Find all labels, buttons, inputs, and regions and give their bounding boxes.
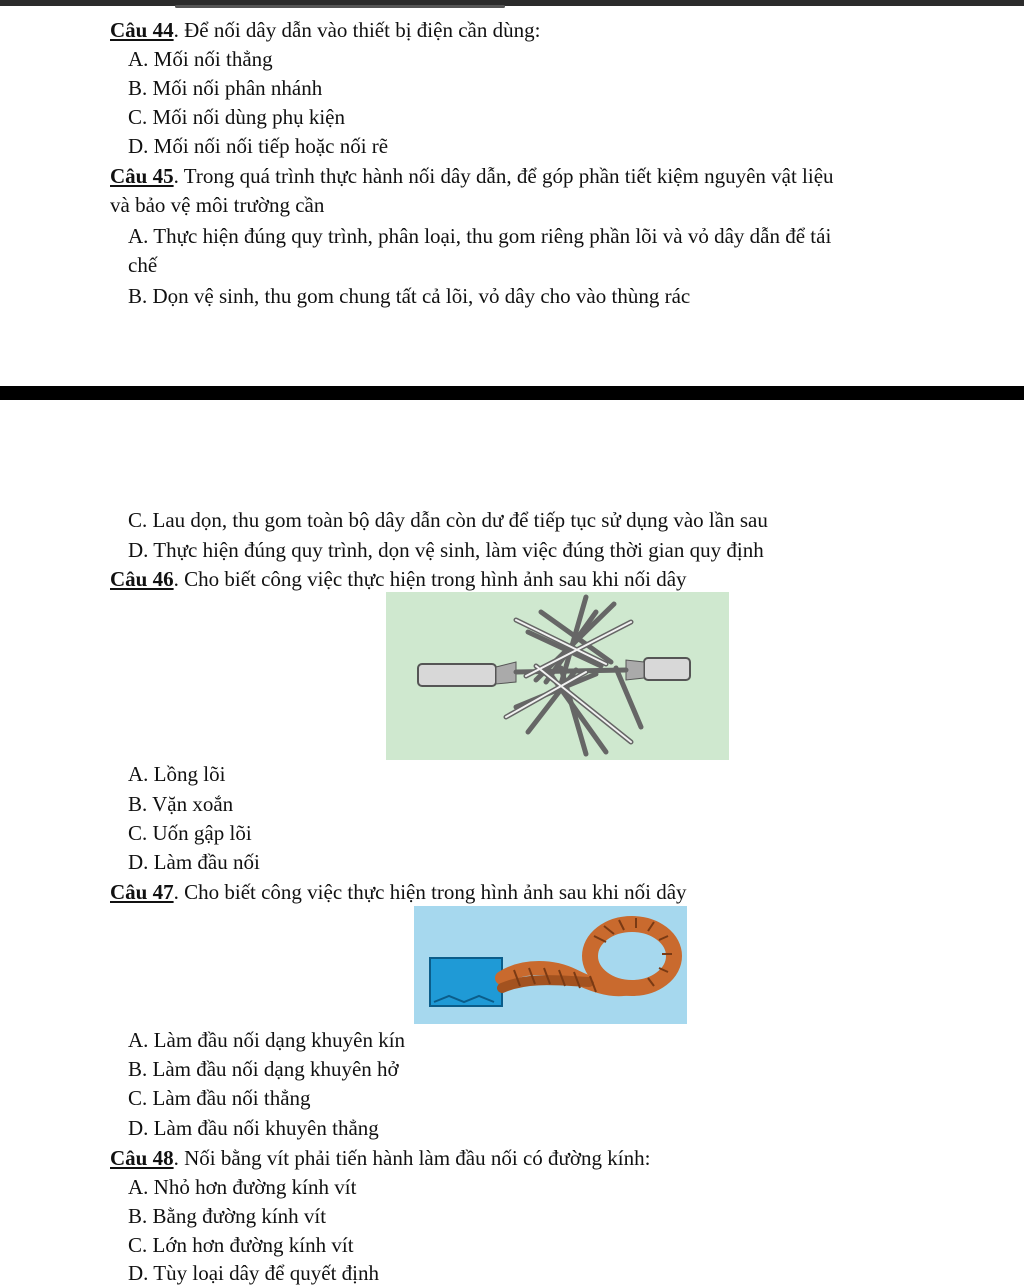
- question-48-text: . Nối bằng vít phải tiến hành làm đầu nối có đường kính:: [173, 1146, 651, 1170]
- question-47-text: . Cho biết công việc thực hiện trong hình ảnh sau khi nối dây: [173, 880, 687, 904]
- question-48-number: Câu 48: [110, 1146, 174, 1170]
- wire-loop-figure: [414, 906, 687, 1024]
- q45-option-a-cont: chế: [128, 253, 158, 277]
- question-46-number: Câu 46: [110, 567, 174, 591]
- question-46: [110, 567, 687, 591]
- wire-strands-figure: [386, 592, 729, 760]
- top-page-edge: [0, 0, 1024, 6]
- question-44: [110, 18, 540, 42]
- q48-option-a: A. Nhỏ hơn đường kính vít: [128, 1175, 357, 1199]
- question-48: [110, 1146, 650, 1170]
- q47-option-a: A. Làm đầu nối dạng khuyên kín: [128, 1028, 406, 1052]
- q46-option-b: B. Vặn xoắn: [128, 792, 234, 816]
- q44-option-c: C. Mối nối dùng phụ kiện: [128, 105, 346, 129]
- q48-option-c: C. Lớn hơn đường kính vít: [128, 1233, 354, 1257]
- question-44-text: . Để nối dây dẫn vào thiết bị điện cần dùng:: [173, 18, 541, 42]
- question-44-number: Câu 44: [110, 18, 174, 42]
- q48-option-b: B. Bằng đường kính vít: [128, 1204, 327, 1228]
- q47-option-d: D. Làm đầu nối khuyên thẳng: [128, 1116, 379, 1140]
- question-45-text-cont: và bảo vệ môi trường cần: [110, 193, 325, 217]
- question-45-number: Câu 45: [110, 164, 174, 188]
- q44-option-a: A. Mối nối thẳng: [128, 47, 273, 71]
- question-45: [110, 164, 834, 188]
- question-45-text: . Trong quá trình thực hành nối dây dẫn, để góp phần tiết kiệm nguyên vật liệu: [173, 164, 834, 188]
- q47-option-c: C. Làm đầu nối thẳng: [128, 1086, 311, 1110]
- page-separator: [0, 386, 1024, 400]
- q45-option-c: C. Lau dọn, thu gom toàn bộ dây dẫn còn dư để tiếp tục sử dụng vào lần sau: [128, 508, 768, 532]
- q44-option-b: B. Mối nối phân nhánh: [128, 76, 323, 100]
- question-47-number: Câu 47: [110, 880, 174, 904]
- cut-off-previous-line: [175, 2, 505, 9]
- question-46-text: . Cho biết công việc thực hiện trong hình ảnh sau khi nối dây: [173, 567, 687, 591]
- q45-option-b: B. Dọn vệ sinh, thu gom chung tất cả lõi, vỏ dây cho vào thùng rác: [128, 284, 691, 308]
- q44-option-d: D. Mối nối nối tiếp hoặc nối rẽ: [128, 134, 389, 158]
- q45-option-d: D. Thực hiện đúng quy trình, dọn vệ sinh, làm việc đúng thời gian quy định: [128, 538, 764, 562]
- q46-option-a: A. Lồng lõi: [128, 762, 226, 786]
- q48-option-d: D. Tùy loại dây để quyết định: [128, 1261, 379, 1285]
- q46-option-c: C. Uốn gập lõi: [128, 821, 252, 845]
- question-47: [110, 880, 687, 904]
- q45-option-a: A. Thực hiện đúng quy trình, phân loại, thu gom riêng phần lõi và vỏ dây dẫn để tái: [128, 224, 832, 248]
- q47-option-b: B. Làm đầu nối dạng khuyên hở: [128, 1057, 399, 1081]
- q46-option-d: D. Làm đầu nối: [128, 850, 260, 874]
